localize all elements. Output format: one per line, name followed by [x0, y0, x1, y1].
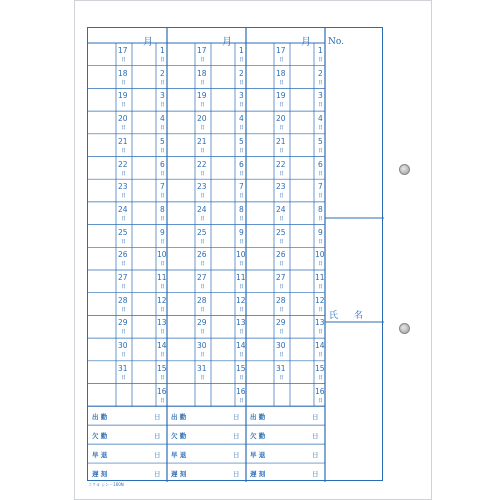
- day-unit: 日: [239, 57, 245, 63]
- day-unit: 日: [318, 215, 324, 222]
- day-unit: 日: [160, 147, 166, 154]
- day-unit: 日: [121, 284, 127, 290]
- day-unit: 日: [279, 125, 285, 132]
- day-number: 7: [318, 182, 323, 192]
- day-unit: 日: [200, 329, 206, 336]
- day-unit: 日: [200, 147, 206, 154]
- day-unit: 日: [200, 193, 206, 200]
- day-number: 5: [160, 136, 165, 146]
- day-unit: 日: [160, 79, 166, 86]
- day-number: 31: [197, 363, 207, 373]
- day-unit: 日: [279, 170, 285, 177]
- day-unit: 日: [160, 397, 166, 404]
- summary-unit: 日: [312, 432, 319, 441]
- day-number: 4: [318, 114, 323, 124]
- day-unit: 日: [121, 193, 127, 200]
- day-number: 21: [276, 136, 286, 146]
- day-number: 1: [160, 46, 165, 55]
- day-number: 7: [160, 182, 165, 192]
- day-unit: 日: [239, 374, 245, 381]
- day-unit: 日: [318, 352, 324, 359]
- day-number: 6: [318, 159, 323, 169]
- day-number: 6: [239, 159, 244, 169]
- day-number: 23: [197, 182, 207, 192]
- day-number: 26: [276, 250, 286, 260]
- day-number: 19: [118, 91, 128, 101]
- day-unit: 日: [318, 125, 324, 132]
- day-unit: 日: [239, 352, 245, 359]
- day-number: 19: [276, 91, 286, 101]
- day-unit: 日: [160, 170, 166, 177]
- day-number: 20: [276, 114, 286, 124]
- day-number: 30: [276, 341, 286, 351]
- summary-unit: 日: [233, 451, 240, 460]
- day-number: 14: [236, 341, 246, 351]
- day-number: 12: [315, 295, 325, 305]
- day-number: 9: [239, 227, 244, 237]
- summary-label: 早 退: [250, 451, 266, 460]
- day-unit: 日: [121, 238, 127, 245]
- day-number: 11: [157, 273, 167, 282]
- day-unit: 日: [200, 352, 206, 359]
- day-unit: 日: [239, 284, 245, 290]
- day-number: 31: [118, 363, 128, 373]
- day-unit: 日: [239, 215, 245, 222]
- summary-label: 遅 刻: [171, 470, 187, 479]
- summary-unit: 日: [154, 470, 161, 479]
- day-unit: 日: [239, 125, 245, 132]
- day-unit: 日: [279, 329, 285, 336]
- day-number: 2: [160, 68, 165, 78]
- day-number: 13: [315, 318, 325, 328]
- day-number: 4: [160, 114, 165, 124]
- day-number: 28: [197, 295, 207, 305]
- day-unit: 日: [279, 306, 285, 313]
- day-number: 10: [236, 250, 246, 260]
- day-number: 17: [197, 46, 207, 55]
- day-unit: 日: [279, 374, 285, 381]
- timecard-frame: [87, 27, 383, 481]
- day-number: 1: [318, 46, 323, 55]
- summary-label: 早 退: [92, 451, 108, 460]
- day-number: 2: [239, 68, 244, 78]
- day-number: 10: [315, 250, 325, 260]
- day-unit: 日: [239, 193, 245, 200]
- day-number: 12: [157, 295, 167, 305]
- day-unit: 日: [318, 57, 324, 63]
- summary-unit: 日: [312, 451, 319, 460]
- day-number: 29: [118, 318, 128, 328]
- day-number: 21: [197, 136, 207, 146]
- day-number: 17: [118, 46, 128, 55]
- day-unit: 日: [200, 284, 206, 290]
- day-number: 19: [197, 91, 207, 101]
- day-unit: 日: [279, 57, 285, 63]
- summary-label: 出 勤: [92, 413, 108, 422]
- day-unit: 日: [279, 147, 285, 154]
- day-number: 17: [276, 46, 286, 55]
- day-unit: 日: [121, 261, 127, 268]
- day-unit: 日: [160, 57, 166, 63]
- day-unit: 日: [121, 102, 127, 109]
- summary-unit: 日: [233, 413, 240, 422]
- summary-label: 出 勤: [171, 413, 187, 422]
- day-number: 4: [239, 114, 244, 124]
- day-unit: 日: [239, 79, 245, 86]
- day-unit: 日: [200, 374, 206, 381]
- day-number: 16: [236, 386, 246, 396]
- day-number: 24: [118, 204, 128, 214]
- day-unit: 日: [160, 306, 166, 313]
- day-unit: 日: [279, 284, 285, 290]
- day-unit: 日: [160, 238, 166, 245]
- day-unit: 日: [279, 193, 285, 200]
- day-number: 8: [160, 204, 165, 214]
- day-unit: 日: [200, 102, 206, 109]
- day-number: 21: [118, 136, 128, 146]
- day-unit: 日: [200, 306, 206, 313]
- day-number: 31: [276, 363, 286, 373]
- name-label: 氏: [329, 311, 339, 321]
- day-number: 25: [197, 227, 207, 237]
- day-number: 27: [276, 273, 286, 282]
- day-unit: 日: [318, 284, 324, 290]
- day-number: 6: [160, 159, 165, 169]
- day-unit: 日: [160, 193, 166, 200]
- day-number: 28: [118, 295, 128, 305]
- day-unit: 日: [121, 306, 127, 313]
- day-number: 12: [236, 295, 246, 305]
- day-unit: 日: [160, 125, 166, 132]
- day-unit: 日: [318, 374, 324, 381]
- day-number: 5: [239, 136, 244, 146]
- summary-label: 欠 勤: [171, 432, 187, 441]
- day-unit: 日: [200, 170, 206, 177]
- day-number: 2: [318, 68, 323, 78]
- day-unit: 日: [121, 147, 127, 154]
- day-unit: 日: [318, 102, 324, 109]
- day-number: 8: [318, 204, 323, 214]
- day-number: 26: [118, 250, 128, 260]
- summary-unit: 日: [312, 413, 319, 422]
- day-unit: 日: [239, 261, 245, 268]
- day-number: 7: [239, 182, 244, 192]
- summary-unit: 日: [312, 470, 319, 479]
- day-number: 23: [118, 182, 128, 192]
- summary-unit: 日: [154, 432, 161, 441]
- summary-unit: 日: [233, 470, 240, 479]
- day-number: 3: [160, 91, 165, 101]
- day-unit: 日: [318, 306, 324, 313]
- day-unit: 日: [239, 102, 245, 109]
- day-number: 1: [239, 46, 244, 55]
- day-unit: 日: [318, 329, 324, 336]
- day-number: 9: [160, 227, 165, 237]
- day-unit: 日: [200, 238, 206, 245]
- day-unit: 日: [121, 170, 127, 177]
- day-unit: 日: [121, 352, 127, 359]
- day-number: 15: [157, 363, 167, 373]
- day-number: 11: [236, 273, 246, 282]
- day-unit: 日: [160, 284, 166, 290]
- name-label: 名: [354, 311, 364, 321]
- day-unit: 日: [160, 215, 166, 222]
- day-unit: 日: [121, 329, 127, 336]
- day-unit: 日: [239, 397, 245, 404]
- day-number: 11: [315, 273, 325, 282]
- day-unit: 日: [279, 79, 285, 86]
- day-number: 15: [236, 363, 246, 373]
- day-unit: 日: [318, 79, 324, 86]
- day-number: 26: [197, 250, 207, 260]
- day-number: 23: [276, 182, 286, 192]
- day-number: 30: [197, 341, 207, 351]
- day-number: 3: [318, 91, 323, 101]
- number-label: No.: [328, 37, 344, 47]
- day-unit: 日: [318, 147, 324, 154]
- day-number: 15: [315, 363, 325, 373]
- punch-hole-top: [399, 164, 410, 175]
- day-number: 16: [315, 386, 325, 396]
- month-label: 月: [143, 37, 153, 48]
- day-unit: 日: [160, 374, 166, 381]
- footer-code: コクヨ シン－160N: [88, 482, 124, 487]
- summary-unit: 日: [233, 432, 240, 441]
- day-number: 27: [118, 273, 128, 282]
- day-number: 22: [276, 159, 286, 169]
- day-unit: 日: [239, 329, 245, 336]
- day-unit: 日: [279, 102, 285, 109]
- day-number: 29: [276, 318, 286, 328]
- day-number: 29: [197, 318, 207, 328]
- day-unit: 日: [279, 238, 285, 245]
- day-unit: 日: [318, 193, 324, 200]
- day-unit: 日: [160, 261, 166, 268]
- day-unit: 日: [279, 215, 285, 222]
- day-number: 8: [239, 204, 244, 214]
- day-unit: 日: [200, 261, 206, 268]
- day-number: 13: [236, 318, 246, 328]
- day-number: 20: [118, 114, 128, 124]
- day-number: 14: [315, 341, 325, 351]
- summary-label: 欠 勤: [92, 432, 108, 441]
- day-number: 30: [118, 341, 128, 351]
- day-unit: 日: [239, 147, 245, 154]
- day-unit: 日: [121, 57, 127, 63]
- day-number: 24: [197, 204, 207, 214]
- day-unit: 日: [318, 261, 324, 268]
- day-number: 16: [157, 386, 167, 396]
- day-unit: 日: [318, 397, 324, 404]
- day-number: 20: [197, 114, 207, 124]
- day-unit: 日: [160, 352, 166, 359]
- summary-label: 遅 刻: [92, 470, 108, 479]
- day-unit: 日: [121, 125, 127, 132]
- month-label: 月: [301, 37, 311, 48]
- day-number: 18: [197, 68, 207, 78]
- day-number: 3: [239, 91, 244, 101]
- summary-label: 出 勤: [250, 413, 266, 422]
- day-number: 27: [197, 273, 207, 282]
- day-number: 5: [318, 136, 323, 146]
- day-unit: 日: [239, 170, 245, 177]
- day-unit: 日: [121, 215, 127, 222]
- day-number: 25: [118, 227, 128, 237]
- day-number: 28: [276, 295, 286, 305]
- summary-label: 早 退: [171, 451, 187, 460]
- day-unit: 日: [318, 170, 324, 177]
- summary-label: 遅 刻: [250, 470, 266, 479]
- day-number: 9: [318, 227, 323, 237]
- day-unit: 日: [200, 125, 206, 132]
- summary-label: 欠 勤: [250, 432, 266, 441]
- day-unit: 日: [121, 79, 127, 86]
- punch-hole-bottom: [399, 323, 410, 334]
- day-unit: 日: [239, 238, 245, 245]
- day-number: 22: [118, 159, 128, 169]
- day-unit: 日: [160, 329, 166, 336]
- day-unit: 日: [239, 306, 245, 313]
- day-unit: 日: [160, 102, 166, 109]
- day-number: 18: [118, 68, 128, 78]
- day-unit: 日: [121, 374, 127, 381]
- day-number: 24: [276, 204, 286, 214]
- summary-unit: 日: [154, 451, 161, 460]
- month-label: 月: [222, 37, 232, 48]
- day-unit: 日: [200, 79, 206, 86]
- day-number: 25: [276, 227, 286, 237]
- day-unit: 日: [318, 238, 324, 245]
- day-number: 18: [276, 68, 286, 78]
- day-number: 10: [157, 250, 167, 260]
- day-number: 14: [157, 341, 167, 351]
- day-unit: 日: [200, 215, 206, 222]
- day-unit: 日: [279, 261, 285, 268]
- day-unit: 日: [279, 352, 285, 359]
- summary-unit: 日: [154, 413, 161, 422]
- day-number: 22: [197, 159, 207, 169]
- day-unit: 日: [200, 57, 206, 63]
- day-number: 13: [157, 318, 167, 328]
